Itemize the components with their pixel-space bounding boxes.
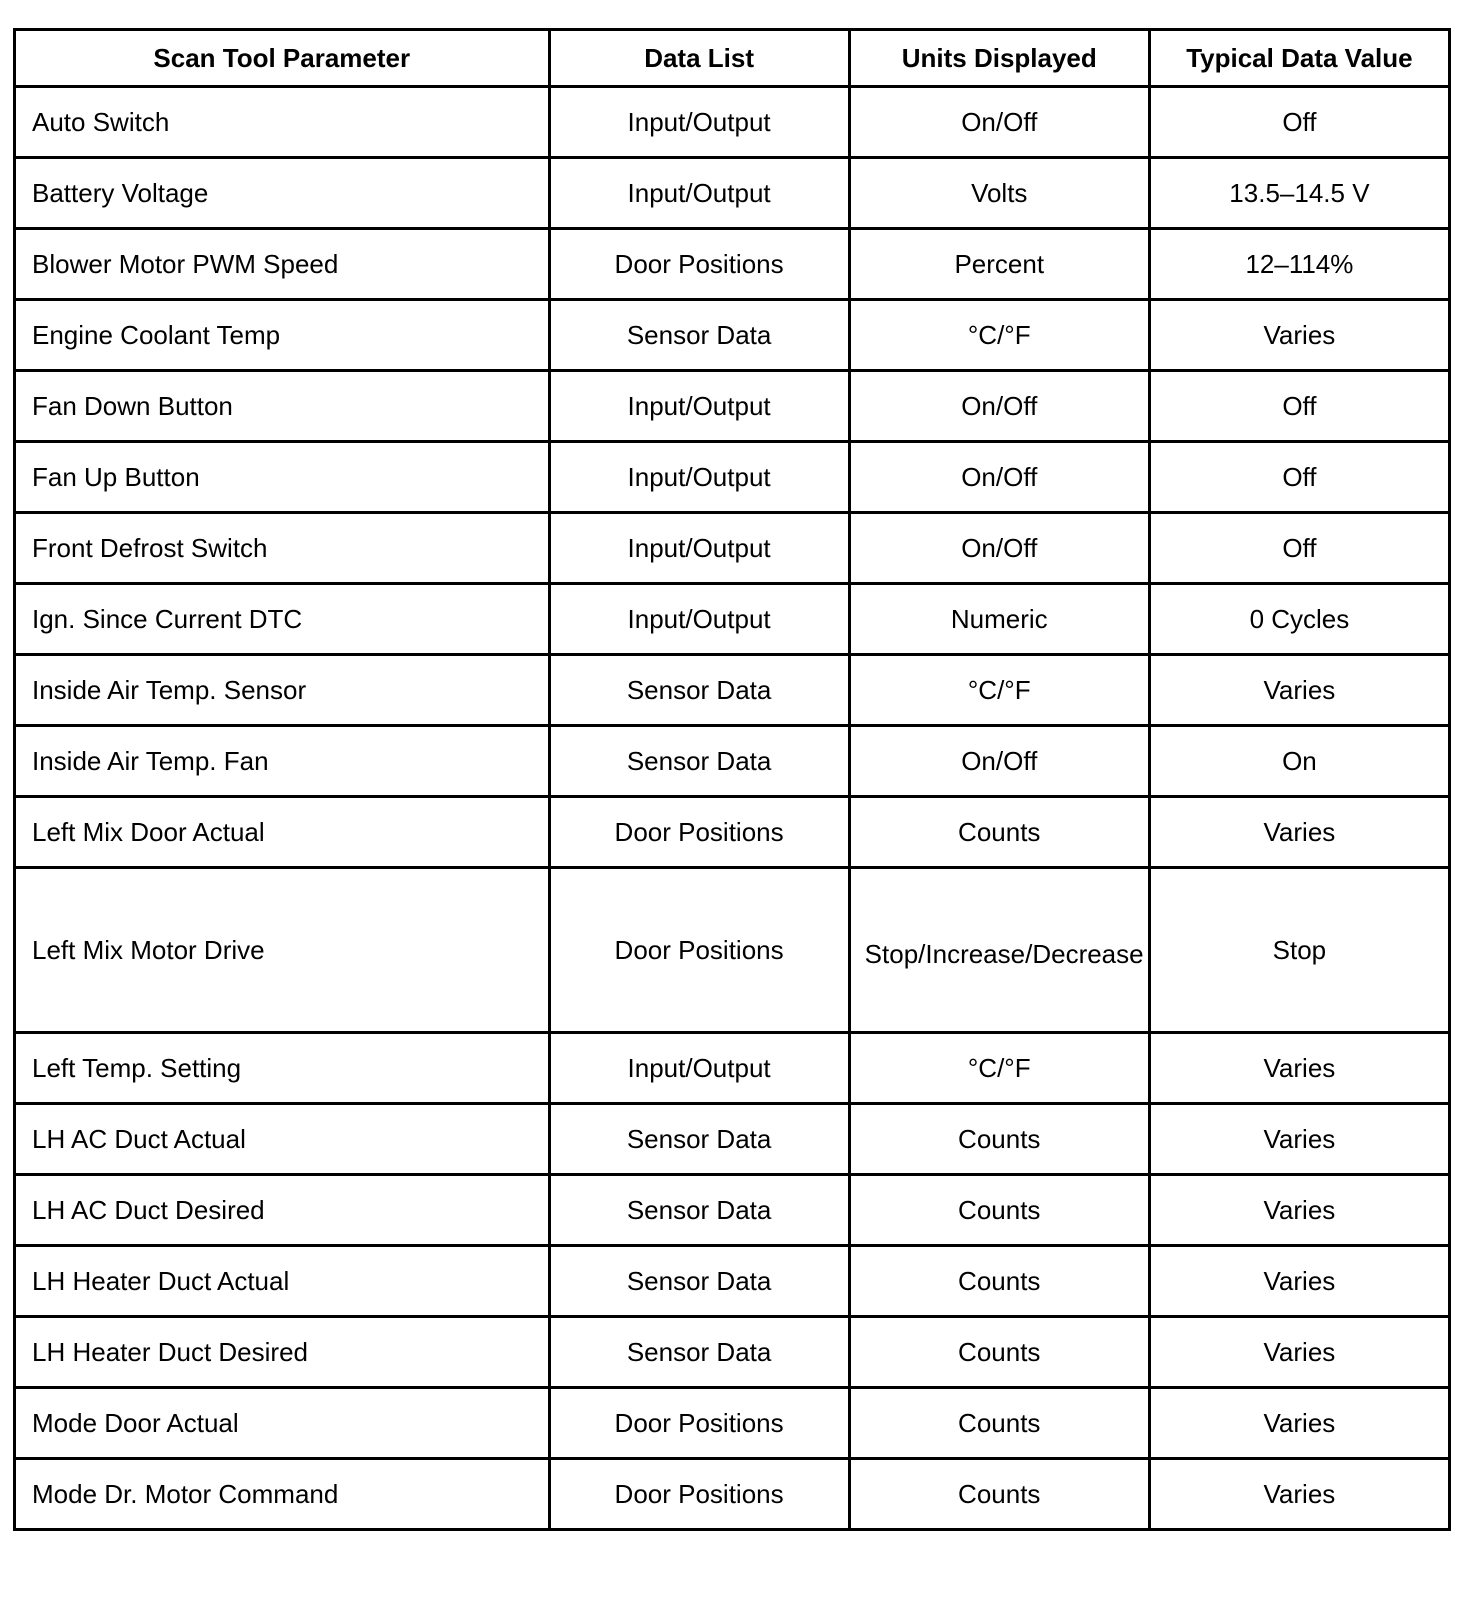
header-scan-tool-parameter: Scan Tool Parameter (15, 30, 550, 87)
units-cell: Counts (849, 1459, 1149, 1530)
table-row (15, 726, 1450, 797)
table-row (15, 1033, 1450, 1104)
parameter-cell: Auto Switch (15, 87, 550, 158)
table-row (15, 158, 1450, 229)
data-list-cell: Input/Output (549, 87, 849, 158)
data-list-cell: Sensor Data (549, 1104, 849, 1175)
units-cell: On/Off (849, 442, 1149, 513)
parameter-cell: Inside Air Temp. Sensor (15, 655, 550, 726)
table-header-row (15, 30, 1450, 87)
table-row (15, 1388, 1450, 1459)
units-cell: On/Off (849, 726, 1149, 797)
parameter-cell: Ign. Since Current DTC (15, 584, 550, 655)
table-row (15, 513, 1450, 584)
table-row (15, 1175, 1450, 1246)
typical-value-cell: Off (1149, 442, 1449, 513)
typical-value-cell: Varies (1149, 797, 1449, 868)
parameter-cell: Inside Air Temp. Fan (15, 726, 550, 797)
data-list-cell: Input/Output (549, 371, 849, 442)
parameter-cell: LH Heater Duct Actual (15, 1246, 550, 1317)
table-row (15, 371, 1450, 442)
units-cell: Counts (849, 1104, 1149, 1175)
typical-value-cell: Off (1149, 513, 1449, 584)
typical-value-cell: Varies (1149, 1033, 1449, 1104)
units-cell: Counts (849, 1246, 1149, 1317)
parameter-cell: Mode Door Actual (15, 1388, 550, 1459)
units-cell: On/Off (849, 371, 1149, 442)
data-list-cell: Sensor Data (549, 1246, 849, 1317)
table-row (15, 229, 1450, 300)
table-row (15, 1104, 1450, 1175)
parameter-cell: LH AC Duct Actual (15, 1104, 550, 1175)
parameter-cell: Engine Coolant Temp (15, 300, 550, 371)
table-row (15, 797, 1450, 868)
typical-value-cell: Off (1149, 87, 1449, 158)
parameter-cell: Fan Up Button (15, 442, 550, 513)
data-list-cell: Door Positions (549, 1388, 849, 1459)
parameter-cell: Fan Down Button (15, 371, 550, 442)
units-cell: Counts (849, 1175, 1149, 1246)
data-list-cell: Input/Output (549, 1033, 849, 1104)
typical-value-cell: Varies (1149, 1104, 1449, 1175)
units-cell: On/Off (849, 87, 1149, 158)
units-cell: °C/°F (849, 1033, 1149, 1104)
typical-value-cell: On (1149, 726, 1449, 797)
header-units-displayed: Units Displayed (849, 30, 1149, 87)
typical-value-cell: Varies (1149, 1317, 1449, 1388)
data-list-cell: Input/Output (549, 158, 849, 229)
typical-value-cell: Varies (1149, 1246, 1449, 1317)
table-row (15, 868, 1450, 1033)
parameter-cell: Left Mix Door Actual (15, 797, 550, 868)
parameter-cell: Front Defrost Switch (15, 513, 550, 584)
table-row (15, 1459, 1450, 1530)
parameter-cell: LH AC Duct Desired (15, 1175, 550, 1246)
units-cell: Counts (849, 1388, 1149, 1459)
typical-value-cell: Varies (1149, 1175, 1449, 1246)
data-list-cell: Input/Output (549, 513, 849, 584)
typical-value-cell: 13.5–14.5 V (1149, 158, 1449, 229)
parameter-cell: Battery Voltage (15, 158, 550, 229)
data-list-cell: Input/Output (549, 442, 849, 513)
data-list-cell: Sensor Data (549, 655, 849, 726)
units-cell: Percent (849, 229, 1149, 300)
table-row (15, 1246, 1450, 1317)
table-row (15, 442, 1450, 513)
typical-value-cell: Varies (1149, 655, 1449, 726)
units-cell: Counts (849, 1317, 1149, 1388)
table-row (15, 584, 1450, 655)
units-cell: Volts (849, 158, 1149, 229)
table-row (15, 655, 1450, 726)
data-list-cell: Input/Output (549, 584, 849, 655)
parameter-cell: Left Temp. Setting (15, 1033, 550, 1104)
units-cell: Stop/Increase/Decrease (849, 868, 1149, 1033)
typical-value-cell: Varies (1149, 1388, 1449, 1459)
parameter-cell: Blower Motor PWM Speed (15, 229, 550, 300)
data-list-cell: Door Positions (549, 1459, 849, 1530)
typical-value-cell: Varies (1149, 300, 1449, 371)
units-cell: °C/°F (849, 655, 1149, 726)
scan-tool-data-table (13, 28, 1451, 1531)
table-row (15, 300, 1450, 371)
parameter-cell: Mode Dr. Motor Command (15, 1459, 550, 1530)
typical-value-cell: Off (1149, 371, 1449, 442)
table-row (15, 1317, 1450, 1388)
units-cell: On/Off (849, 513, 1149, 584)
data-list-cell: Sensor Data (549, 300, 849, 371)
typical-value-cell: Varies (1149, 1459, 1449, 1530)
units-cell: Numeric (849, 584, 1149, 655)
units-cell: Counts (849, 797, 1149, 868)
data-list-cell: Sensor Data (549, 1175, 849, 1246)
header-typical-data-value: Typical Data Value (1149, 30, 1449, 87)
table-row (15, 87, 1450, 158)
header-data-list: Data List (549, 30, 849, 87)
data-list-cell: Door Positions (549, 797, 849, 868)
typical-value-cell: 12–114% (1149, 229, 1449, 300)
typical-value-cell: Stop (1149, 868, 1449, 1033)
parameter-cell: Left Mix Motor Drive (15, 868, 550, 1033)
data-list-cell: Door Positions (549, 868, 849, 1033)
typical-value-cell: 0 Cycles (1149, 584, 1449, 655)
parameter-cell: LH Heater Duct Desired (15, 1317, 550, 1388)
units-cell: °C/°F (849, 300, 1149, 371)
data-list-cell: Sensor Data (549, 1317, 849, 1388)
data-list-cell: Sensor Data (549, 726, 849, 797)
data-list-cell: Door Positions (549, 229, 849, 300)
